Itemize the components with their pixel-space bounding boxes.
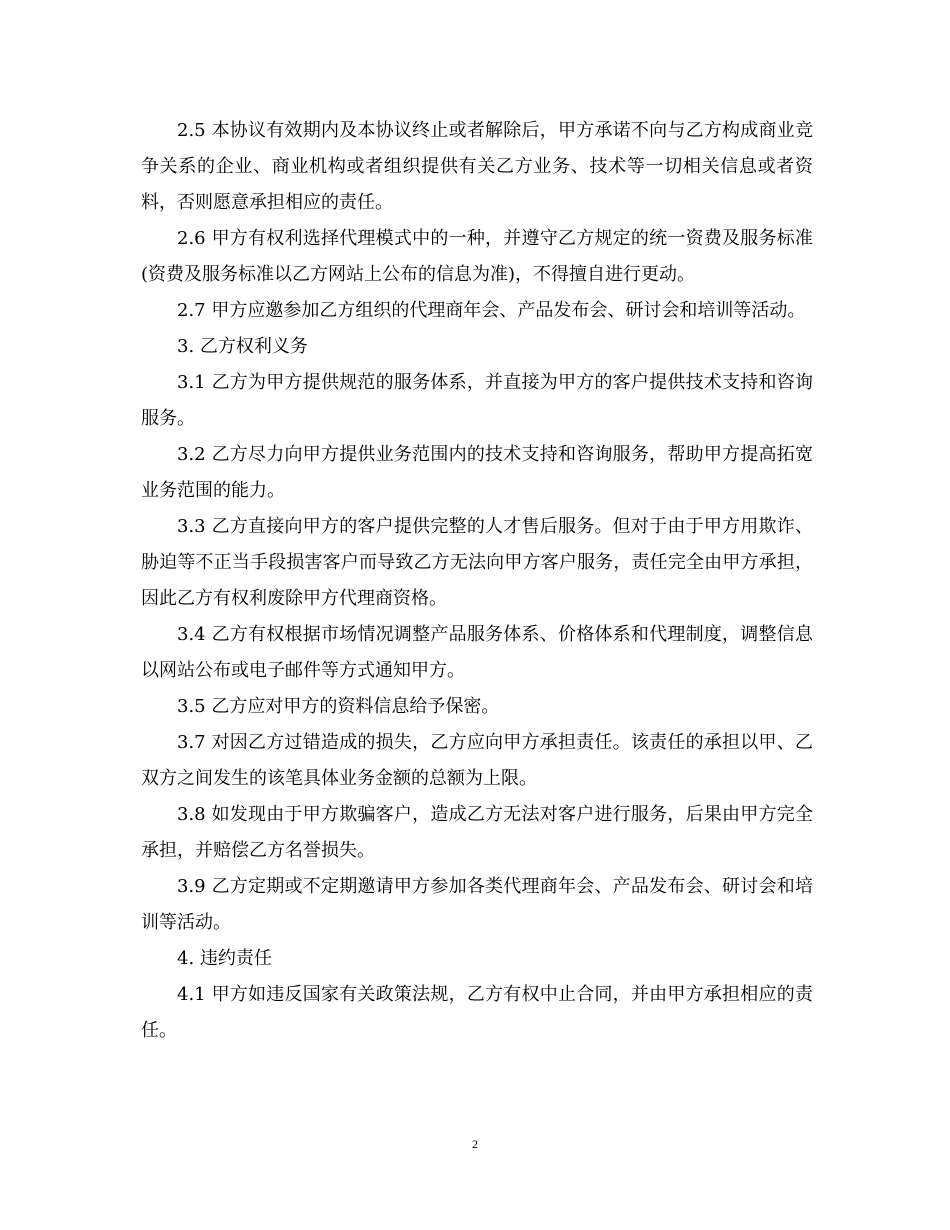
section-4-heading: 4. 违约责任 — [177, 948, 272, 969]
clause-3-1: 3.1 乙方为甲方提供规范的服务体系，并直接为甲方的客户提供技术支持和咨询服务。 — [141, 372, 813, 429]
page-number: 2 — [472, 1137, 478, 1151]
clause-4-1: 4.1 甲方如违反国家有关政策法规，乙方有权中止合同，并由甲方承担相应的责任。 — [141, 984, 813, 1041]
clause-2-6: 2.6 甲方有权利选择代理模式中的一种，并遵守乙方规定的统一资费及服务标准(资费及服务标准以乙方网站上公布的信息为准)，不得擅自进行更动。 — [141, 228, 813, 285]
clause-2-7: 2.7 甲方应邀参加乙方组织的代理商年会、产品发布会、研讨会和培训等活动。 — [177, 300, 806, 321]
clause-2-5: 2.5 本协议有效期内及本协议终止或者解除后，甲方承诺不向与乙方构成商业竞争关系的企业、商业机构或者组织提供有关乙方业务、技术等一切相关信息或者资料，否则愿意承担相应的责任。 — [141, 120, 813, 213]
clause-3-3: 3.3 乙方直接向甲方的客户提供完整的人才售后服务。但对于由于甲方用欺诈、胁迫等不正当手段损害客户而导致乙方无法向甲方客户服务，责任完全由甲方承担，因此乙方有权利废除甲方代理商资格。 — [141, 516, 813, 609]
clause-3-9: 3.9 乙方定期或不定期邀请甲方参加各类代理商年会、产品发布会、研讨会和培训等活动。 — [141, 876, 813, 933]
document-body — [141, 113, 813, 1049]
clause-3-4: 3.4 乙方有权根据市场情况调整产品服务体系、价格体系和代理制度，调整信息以网站公布或电子邮件等方式通知甲方。 — [141, 624, 813, 681]
clause-3-5: 3.5 乙方应对甲方的资料信息给予保密。 — [177, 696, 500, 717]
section-3-heading: 3. 乙方权利义务 — [177, 336, 308, 357]
clause-3-8: 3.8 如发现由于甲方欺骗客户，造成乙方无法对客户进行服务，后果由甲方完全承担，并赔偿乙方名誉损失。 — [141, 804, 813, 861]
clause-3-2: 3.2 乙方尽力向甲方提供业务范围内的技术支持和咨询服务，帮助甲方提高拓宽业务范围的能力。 — [141, 444, 813, 501]
clause-3-7: 3.7 对因乙方过错造成的损失，乙方应向甲方承担责任。该责任的承担以甲、乙双方之间发生的该笔具体业务金额的总额为上限。 — [141, 732, 813, 789]
